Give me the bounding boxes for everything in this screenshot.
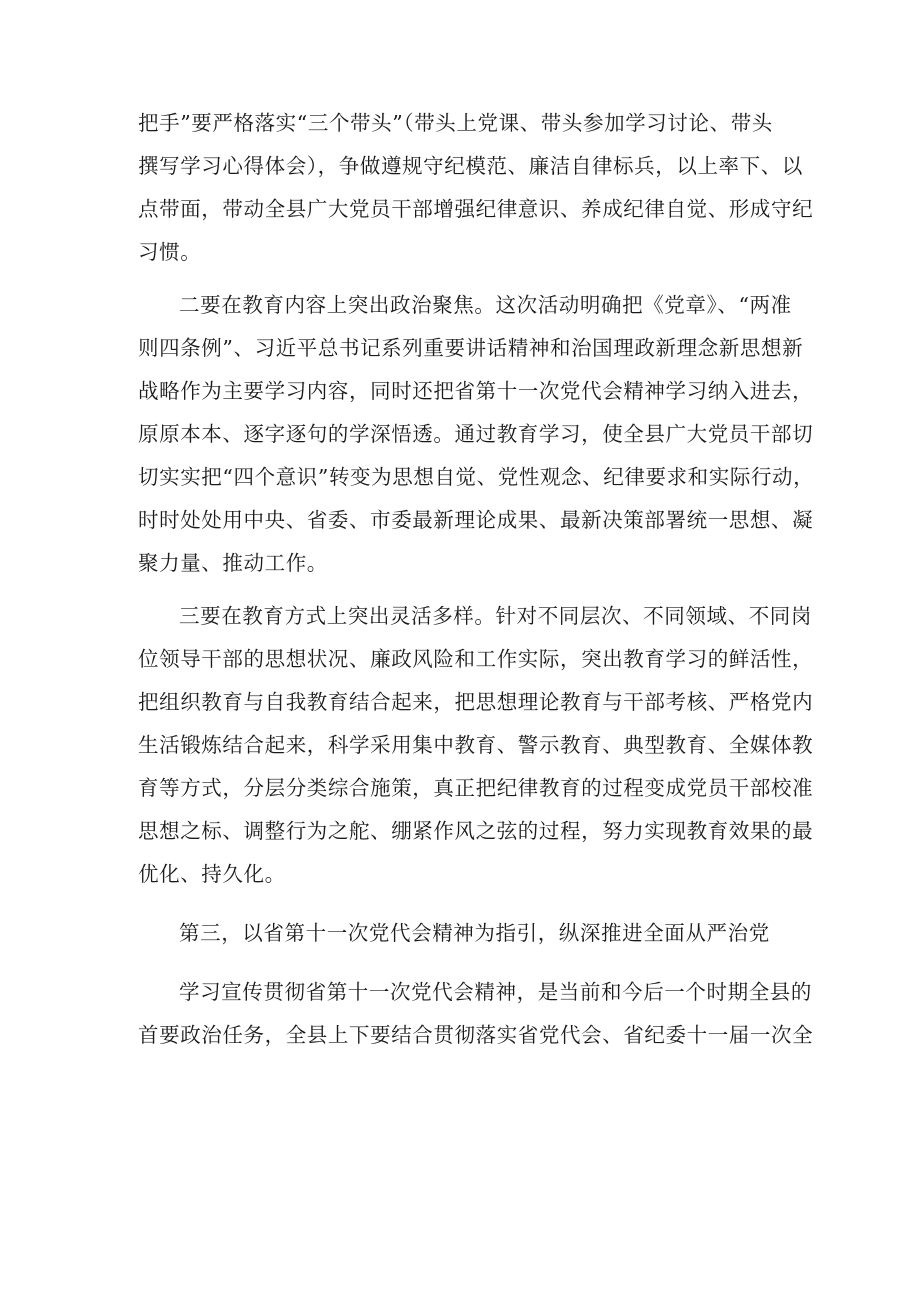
paragraph-line: 点带面，带动全县广大党员干部增强纪律意识、养成纪律自觉、形成守纪 [138,197,814,221]
paragraph-line: 习惯。 [138,240,202,264]
paragraph-line: 战略作为主要学习内容，同时还把省第十一次党代会精神学习纳入进去， [138,379,814,403]
paragraph [138,971,814,1057]
paragraph-line: 生活锻炼结合起来，科学采用集中教育、警示教育、典型教育、全媒体教 [138,733,814,757]
paragraph-line: 时时处处用中央、省委、市委最新理论成果、最新决策部署统一思想、凝 [138,508,814,532]
paragraph-line: 二要在教育内容上突出政治聚焦。这次活动明确把《党章》、“两准 [179,293,792,317]
paragraph-line: 首要政治任务，全县上下要结合贯彻落实省党代会、省纪委十一届一次全 [138,1023,814,1047]
paragraph-line: 则四条例”、习近平总书记系列重要讲话精神和治国理政新理念新思想新 [138,336,804,360]
paragraph-line: 把手”要严格落实“三个带头”（带头上党课、带头参加学习讨论、带头 [138,111,773,135]
paragraph [138,595,814,896]
paragraph-gap [138,955,798,971]
paragraph-line: 育等方式，分层分类综合施策，真正把纪律教育的过程变成党员干部校准 [138,776,814,800]
paragraph-line: 撰写学习心得体会），争做遵规守纪模范、廉洁自律标兵，以上率下、以 [138,154,803,178]
paragraph-line: 位领导干部的思想状况、廉政风险和工作实际，突出教育学习的鲜活性， [138,647,814,671]
paragraph [138,102,814,274]
paragraph [138,284,815,585]
paragraph-gap [138,274,798,284]
paragraph-line: 优化、持久化。 [138,862,286,886]
section-heading: 第三，以省第十一次党代会精神为指引，纵深推进全面从严治党 [179,921,770,945]
paragraph-gap [138,896,798,912]
paragraph-line: 思想之标、调整行为之舵、绷紧作风之弦的过程，努力实现教育效果的最 [138,819,814,843]
paragraph-line: 学习宣传贯彻省第十一次党代会精神，是当前和今后一个时期全县的 [179,980,812,1004]
paragraph-gap [138,585,798,595]
paragraph-line: 把组织教育与自我教育结合起来，把思想理论教育与干部考核、严格党内 [138,690,814,714]
document-body [138,102,815,1057]
paragraph-line: 原原本本、逐字逐句的学深悟透。通过教育学习，使全县广大党员干部切 [138,422,814,446]
paragraph-line: 三要在教育方式上突出灵活多样。针对不同层次、不同领域、不同岗 [179,604,812,628]
paragraph-line: 聚力量、推动工作。 [138,551,328,575]
paragraph-line: 切实实把“四个意识”转变为思想自觉、党性观念、纪律要求和实际行动， [138,465,815,489]
